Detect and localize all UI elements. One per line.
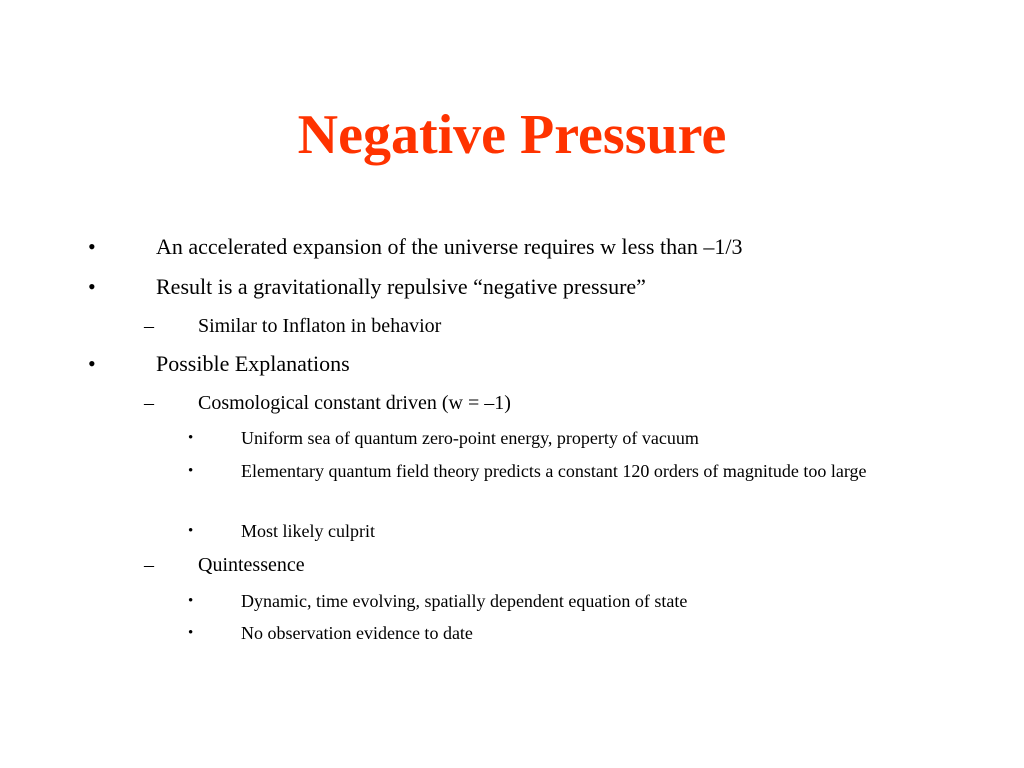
dash-marker: – [144, 392, 154, 414]
bullet-text: Result is a gravitationally repulsive “negative pressure” [156, 274, 646, 299]
bullet-marker: • [188, 593, 194, 609]
sub-sub-bullet-text: Elementary quantum field theory predicts a constant 120 orders of magnitude too large [241, 461, 867, 481]
sub-sub-bullet-text: Uniform sea of quantum zero-point energy, property of vacuum [241, 428, 699, 448]
bullet-text: Possible Explanations [156, 351, 350, 376]
sub-bullet-text: Similar to Inflaton in behavior [198, 315, 442, 337]
bullet-marker: • [188, 463, 194, 479]
bullet-marker: • [88, 274, 96, 299]
bullet-marker: • [188, 430, 194, 446]
dash-marker: – [144, 554, 154, 576]
sub-sub-bullet-text: Most likely culprit [241, 521, 375, 541]
sub-sub-bullet-text: No observation evidence to date [241, 623, 473, 643]
bullet-marker: • [188, 523, 194, 539]
bullet-text: An accelerated expansion of the universe requires w less than –1/3 [156, 234, 743, 259]
bullet-marker: • [88, 234, 96, 259]
dash-marker: – [144, 315, 154, 337]
sub-sub-bullet-text: Dynamic, time evolving, spatially dependent equation of state [241, 591, 688, 611]
bullet-marker: • [88, 351, 96, 376]
sub-bullet-text: Quintessence [198, 554, 305, 576]
slide-title: Negative Pressure [297, 104, 727, 166]
sub-bullet-text: Cosmological constant driven (w = –1) [198, 392, 511, 414]
bullet-marker: • [188, 625, 194, 641]
